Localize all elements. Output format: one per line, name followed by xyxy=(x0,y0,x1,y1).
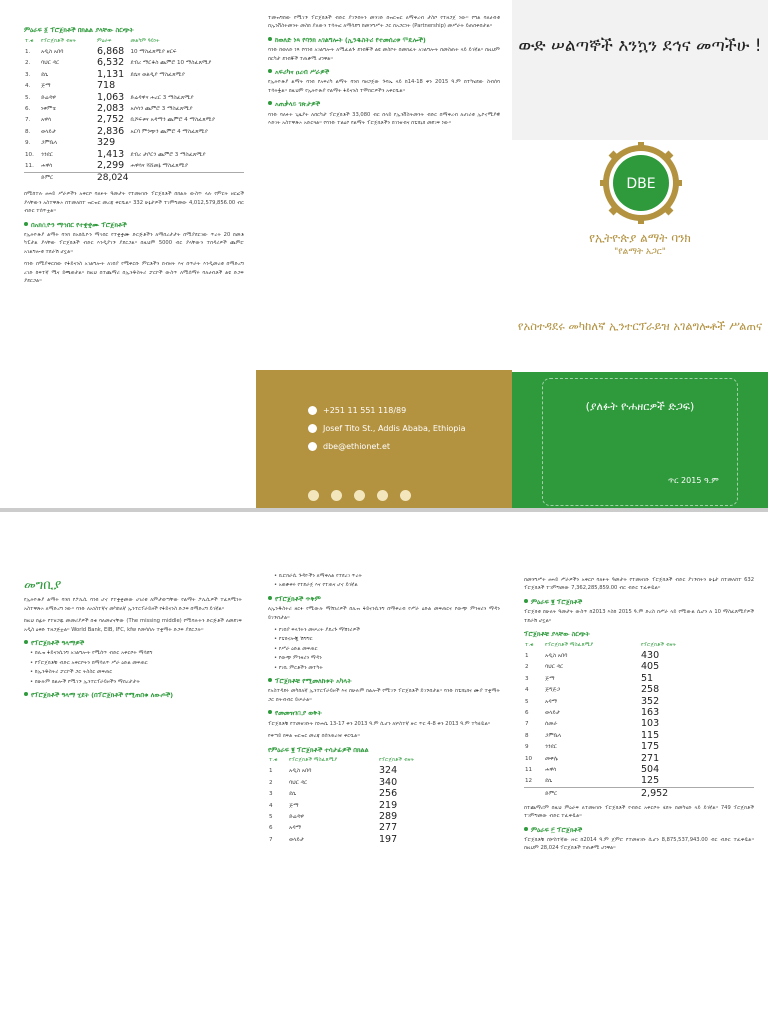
table-cell-no: 11 xyxy=(525,767,533,773)
bullet-dot-icon xyxy=(268,678,272,682)
table-cell-count: 329 xyxy=(97,137,116,149)
table-cell-no: 7 xyxy=(525,721,529,728)
table-cell-count: 1,131 xyxy=(97,68,125,80)
list-item: • የውጭ ምንዛሪን ማዳን xyxy=(274,654,500,662)
list-item: • ቢሮክራሲ ጉዳዮችን ለማቅለል የተደረገ ጥረት xyxy=(274,572,500,580)
left-para-2: የኢትዮጵያ ልማት ባንክ በአክሲዮን ማኅበር የተቋቋሙ ድርጅቶችን ለማበረታታት በሚያደርገው ጥረት 20 በመቶ ካፒታል ያላቸው ፕሮጀክቶች ብድር እንዲያገኙ ያደርጋል። በዚህም 5000 ብር ያላቸውን ተበዳሪዎች ጨምሮ አገልግሎቱ ተደራሽ ሆኗል። xyxy=(24,231,244,255)
table-row xyxy=(524,650,754,661)
table-row xyxy=(24,115,244,126)
list-item: • በሁሉም ክልሎች የሚገኙ ኢንተርፕራይዞችን ማበረታታት xyxy=(30,678,242,686)
table-cell-count: 103 xyxy=(641,718,660,730)
table-cell-note: 10 ማስፈጸሚያ ዘርፍ xyxy=(130,48,177,55)
table-cell-note: አርባ ምንጭን ጨምሮ 4 ማስፈጸሚያ xyxy=(130,128,208,135)
table-row xyxy=(268,800,500,811)
table-cell-region: ደሴ xyxy=(41,71,49,78)
table-row xyxy=(524,673,754,684)
table-cell-count: 2,752 xyxy=(97,114,125,126)
table-cell-no: 1 xyxy=(269,768,273,775)
panel-benefits xyxy=(256,512,512,1024)
table-cell-count: 2,083 xyxy=(97,102,125,114)
benefits-sub-3: የመመዝገቢያ ወቅት xyxy=(268,709,500,717)
table-row xyxy=(24,160,244,172)
table-cell-count: 271 xyxy=(641,752,660,764)
table-cell-count: 256 xyxy=(379,788,398,800)
table-cell-region: አዲስ አበባ xyxy=(289,768,312,775)
table-cell-no: 7. xyxy=(25,117,31,124)
bank-emblem-icon xyxy=(600,142,682,224)
table-cell-note: ሐዋሳና ሻሸመኔ ማስፈጸሚያ xyxy=(130,162,189,169)
middle-para-3: ባንኩ ባለፉት ጊዜያት ለበርካታ ፕሮጀክቶች 33,080 ብር በላይ የኢንቨስትመንት ብድር በማቅረብ ለሀገሪቱ ኢኮኖሚያዊ እድገት አስተዋጽኦ አድርጓል። የባንኩ ተልዕኮ የልማት ፕሮጀክቶችን በገንዘብና በቴክኒክ መደገፍ ነው። xyxy=(268,111,500,127)
table-cell-no: 12 xyxy=(525,778,533,785)
intro-heading: መግቢያ xyxy=(24,578,62,593)
table-cell-count: 277 xyxy=(379,822,398,834)
table-cell-no: 3 xyxy=(525,675,529,682)
table-cell-no: 11. xyxy=(25,162,34,169)
table-cell-no: 9. xyxy=(25,140,31,147)
bullet-dot-icon xyxy=(268,37,272,41)
middle-para-1: ባንኩ ከወለድ ነጻ የባንክ አገልግሎት ለሚፈልጉ ደንበኞች ልዩ መስኮት በመክፈት አገልግሎት በመስጠት ላይ ይገኛል። በዚህም በርካታ ደንበኞች ተጠቃሚ ሆነዋል። xyxy=(268,47,500,62)
table-row xyxy=(268,834,500,845)
table-cell-count: 258 xyxy=(641,684,660,696)
table-row xyxy=(24,92,244,103)
table-cell-no: 2 xyxy=(525,664,529,671)
table-cell-no: 4 xyxy=(525,687,529,694)
benefits-sub-2: ፕሮጀክቶቹ የሚመለከቱት አካላት xyxy=(268,677,500,685)
table-cell-count: 289 xyxy=(379,811,398,823)
table-cell-count: 718 xyxy=(97,80,116,92)
location-pin-icon xyxy=(308,424,317,433)
phases-sub-1: ምዕራፍ ፪ ፕሮጀክቶች xyxy=(524,598,754,606)
table-cell-region: ሰመራ xyxy=(545,721,558,728)
panel-intro xyxy=(0,512,256,1024)
bullet-dot-icon xyxy=(24,222,28,226)
table-cell-count: 125 xyxy=(641,775,660,787)
table-row xyxy=(524,730,754,741)
table-cell-count: 340 xyxy=(379,776,398,788)
table-cell-no: 5 xyxy=(269,814,273,821)
table-cell-no: 4 xyxy=(269,802,273,809)
bullet-dot-icon xyxy=(268,596,272,600)
table-cell-note: ደሴና ወልዲያ ማስፈጸሚያ xyxy=(130,71,185,78)
table-cell-count: 219 xyxy=(379,799,398,811)
table-cell-note: ቢሾፍቱና አዳማን ጨምሮ 4 ማስፈጸሚያ xyxy=(130,117,216,124)
left-sub-1: በአክሲዮን ማኅበር የተቋቋሙ ፕሮጀክቶች xyxy=(24,221,244,229)
benefits-sub-1: የፕሮጀክቶች ጥቅም xyxy=(268,595,500,603)
table-cell-no: 2. xyxy=(25,60,31,67)
table-row xyxy=(524,753,754,764)
intro-para-2: ከዚህ በፊት የተዘጋጁ መመሪያዎች በቂ ባለመሆናቸው (The missing middle) የሚባሉትን ድርጅቶች ለመደገፍ አዲስ ዕቅድ ተዘጋጅቷል። World Bank, EIB, IFC, kfw የመሳሰሉ ተቋማት ድጋፍ ያደርጋሉ። xyxy=(24,618,242,633)
table-row xyxy=(268,789,500,800)
table-cell-no: 5. xyxy=(25,94,31,101)
table-cell-count: 175 xyxy=(641,741,660,753)
table-cell-note: ደብረ ማርቆስ ጨምሮ 10 ማስፈጸሚያ xyxy=(130,60,212,67)
table-cell-region: አዲስ አበባ xyxy=(545,652,568,659)
table-row xyxy=(524,776,754,788)
table-cell-note: ድሬዳዋና ሐረር 3 ማስፈጸሚያ xyxy=(130,94,194,101)
cover-date: ጥር 2015 ዓ.ም xyxy=(668,476,719,485)
phase1-total-row xyxy=(524,788,754,800)
list-item: • አወቃቀሩ የተደራጀ እና የተጠና ሆኖ ይገኛል xyxy=(274,581,500,589)
table-cell-count: 504 xyxy=(641,764,660,775)
table-cell-count: 1,413 xyxy=(97,148,125,160)
table-cell-region: ወላይታ xyxy=(545,709,561,716)
table-cell-no: 10. xyxy=(25,151,34,158)
table-row xyxy=(24,138,244,149)
table-row xyxy=(524,662,754,673)
cover-title: ውድ ሠልጣኞች እንኳን ደኅና መጣችሁ ! xyxy=(518,36,762,56)
table-cell-note xyxy=(130,138,245,149)
table-cell-count: 430 xyxy=(641,649,660,661)
table-cell-note xyxy=(130,81,245,92)
table-cell-region: አዳማ xyxy=(289,825,302,832)
table-row xyxy=(524,765,754,776)
table-cell-region: አዋሳ xyxy=(41,117,52,124)
regions-total-row xyxy=(24,172,244,184)
table-cell-note: አሶሳን ጨምሮ 3 ማስፈጸሚያ xyxy=(130,105,193,112)
intro-sub-1: የፕሮጀክቶች ዓላማዎች xyxy=(24,639,242,647)
table-cell-count: 2,836 xyxy=(97,125,125,137)
table-row xyxy=(524,696,754,707)
table-row xyxy=(24,46,244,57)
cover-subtitle: የአስተዳደሩ መካከለኛ ኢንተርፕራይዝ አገልግሎቶች ሥልጠና xyxy=(517,319,763,333)
table-row xyxy=(24,149,244,160)
phase2-table-heading: የምዕራፍ ፪ ፕሮጀክቶች ተሳታፊዎች በክልል xyxy=(268,745,369,754)
table-row xyxy=(268,777,500,788)
table-cell-no: 3. xyxy=(25,71,31,78)
table-cell-no: 7 xyxy=(269,836,273,843)
table-cell-region: ጎንደር xyxy=(545,744,557,751)
benefits-para-2: የአስተዳደሩ መካከለኛ ኢንተርፕራይዞች እና በሁሉም ክልሎች የሚገኙ ፕሮጀክቶች ይገኙበታል። ባንኩ ከቴክኒክና ሙያ ተቋማት ጋር በትብብር ይሠራል። xyxy=(268,688,500,703)
list-item: • በሊዝ ፋይናንሲንግ አገልግሎት የሚሰጥ ብድር አቅርቦት ማሳደግ xyxy=(30,649,242,657)
instagram-icon[interactable] xyxy=(400,490,411,501)
bullet-dot-icon xyxy=(24,640,28,644)
phases-para-3: በተጨማሪም በዚህ ምዕራፍ ለተመዘገቡ ፕሮጀክቶች የብድር አቅርቦት ሂደት በመካሄድ ላይ ይገኛል። 749 ፕሮጀክቶች ተገምግመው ብድር ተፈቅዷል። xyxy=(524,804,754,820)
social-links xyxy=(308,490,411,501)
table-cell-region: ድሬዳዋ xyxy=(41,94,56,101)
contact-block xyxy=(256,370,512,512)
cover-footer xyxy=(512,372,768,512)
benefits-list xyxy=(274,626,500,672)
table-cell-count: 405 xyxy=(641,661,660,673)
phases-para-2: ፕሮጀክቱ በሁለት ዓመታት ውስጥ ከ2013 እስከ 2015 ዓ.ም ድረስ በሥራ ላይ የሚውል ሲሆን ለ 10 ማስፈጸሚያዎች ተደራሽ ሆኗል። xyxy=(524,609,754,624)
regions-table xyxy=(24,36,244,184)
twitter-icon[interactable] xyxy=(354,490,365,501)
table-row xyxy=(268,766,500,777)
col-count: ምዕራፍ xyxy=(97,37,112,44)
table-cell-no: 6 xyxy=(269,825,273,832)
facebook-icon[interactable] xyxy=(377,490,388,501)
col-no: ተ.ቁ xyxy=(25,37,34,44)
table-cell-region: ደሴ xyxy=(545,778,553,785)
table-cell-region: ሐዋሳ xyxy=(545,767,557,773)
table-cell-region: ወላይታ xyxy=(41,128,57,135)
table-cell-no: 10 xyxy=(525,755,533,762)
table-cell-no: 8. xyxy=(25,128,31,135)
bullet-dot-icon xyxy=(268,101,272,105)
table-cell-count: 352 xyxy=(641,695,660,707)
bullet-dot-icon xyxy=(24,692,28,696)
contact-email[interactable]: dbe@ethionet.et xyxy=(308,442,390,451)
benefits-para-4: የቀጣይ ክፍል ዝርዝር መረጃ በሰንጠረዡ ቀርቧል። xyxy=(268,733,360,740)
intro-para-1: የኢትዮጵያ ልማት ባንክ የፖሊሲ ባንክ ሆኖ የተቋቋመው ሀገሪቱ ለምታወጣቸው የልማት ፖሊሲዎች ተፈጻሚነት አስተዋጽኦ ለማድረግ ነው። ባንኩ ለአነስተኛና መካከለኛ ኢንተርፕራይዞች የፋይናንስ ድጋፍ በማድረግ ይገኛል። xyxy=(24,597,242,612)
table-row xyxy=(24,126,244,137)
middle-para-2: የኢትዮጵያ ልማት ባንክ የአፍሪካ ልማት ባንክ ባዘጋጀው ጉባኤ ላይ ከ14-18 ቀን 2015 ዓ.ም በተካሄደው ስብሰባ ተሳትፏል። በዚህም የኢትዮጵያ የልማት ፋይናንስ ተሞክሮዎችን አቅርቧል። xyxy=(268,79,500,94)
middle-sub-2: አፍሪካና ዐረብ ሥራዎች xyxy=(268,68,500,76)
table-cell-count: 51 xyxy=(641,672,654,684)
col-region: የፕሮጀክቶች ብዛት xyxy=(41,37,77,44)
table-cell-count: 115 xyxy=(641,729,660,741)
table-cell-region: አዳማ xyxy=(545,698,558,705)
panel-phases xyxy=(512,512,768,1024)
table-cell-count: 197 xyxy=(379,833,398,845)
bank-name: የኢትዮጵያ ልማት ባንክ xyxy=(589,231,691,245)
svg-text:DBE: DBE xyxy=(626,176,656,192)
table-cell-no: 4. xyxy=(25,83,31,90)
total-value: 28,024 xyxy=(97,173,129,184)
table-cell-no: 1. xyxy=(25,48,31,55)
table-row xyxy=(268,823,500,834)
cover-dashed-frame xyxy=(542,378,738,506)
table-row xyxy=(524,685,754,696)
table-cell-no: 2 xyxy=(269,779,273,786)
linkedin-icon[interactable] xyxy=(331,490,342,501)
phases-para-1: በመንግሥት ፀሐይ ሥራዎችን አቅርቦ ባለፉት ዓመታት የተመዘገቡ ፕሮጀክቶች ብድር ያገኙበትን ሁኔታ በተመለከተ 632 ፕሮጀክቶች ተገምግመው 7,362,285,859.00 ብር ብድር ተፈቅዷል። xyxy=(524,577,754,592)
table-cell-no: 1 xyxy=(525,652,529,659)
list-item: • የገቢ ምርቶችን መተካት xyxy=(274,664,500,672)
phase1-table-heading: ፕሮጀክቶቹ ያላቸው ስርጭት xyxy=(524,630,590,639)
intro-sub-2: የፕሮጀክቶች ዓላማ ሂደት (በፕሮጀክቶች የሚጠበቁ ለውጦች) xyxy=(24,691,242,699)
table-cell-count: 1,063 xyxy=(97,91,125,103)
benefits-para-3: ፕሮጀክቶቹ የተመዘገቡት ከነሐሴ 13-17 ቀን 2013 ዓ.ም ሲሆን ለሦስተኛ ዙር ጥር 4-8 ቀን 2013 ዓ.ም ተካሂዷል። xyxy=(268,720,491,727)
phone-icon xyxy=(308,406,317,415)
bullet-dot-icon xyxy=(268,710,272,714)
table-cell-region: አዲስ አበባ xyxy=(41,48,64,55)
bank-tagline: "የልማት አጋር" xyxy=(614,247,666,257)
brochure-inside xyxy=(0,512,768,1024)
table-cell-no: 6 xyxy=(525,709,529,716)
bullet-dot-icon xyxy=(524,599,528,603)
panel-left-heading: ምዕራፍ ፩ ፕሮጀክቶች በክልል ያላቸው ስርጭት xyxy=(24,26,134,34)
benefits-para-1: ለኢንዱስትሪ ዘርፉ የሚውሉ ማሽነሪዎች በሊዝ ፋይናንሲንግ በማቅረብ የሥራ ዕድል መፍጠርና የውጭ ምንዛሪን ማዳን ይገኙበታል። xyxy=(268,606,500,621)
table-row xyxy=(24,58,244,69)
table-cell-count: 324 xyxy=(379,765,398,777)
table-cell-region: ወላይታ xyxy=(289,836,305,843)
list-item: • የሥራ ዕድል መፍጠር xyxy=(274,645,500,653)
table-cell-note: ደብረ ታቦርን ጨምሮ 3 ማስፈጸሚያ xyxy=(130,151,206,158)
middle-sub-1: ከወለድ ነጻ የባንክ አገልግሎት (ኢንዱስትሪ የተመሰረቱ ሞዴሎች) xyxy=(268,36,500,44)
table-cell-region: ባህር ዳር xyxy=(41,60,60,67)
phase1-table-header: ተ.ቁ የፕሮጀክቶች ማስፈጸሚያ የፕሮጀክቶች ብዛት xyxy=(525,641,677,648)
panel-left xyxy=(0,0,256,512)
cover-label: (ያለፉት ዮሐዘርዎች ድጋፍ) xyxy=(585,400,695,413)
total-label: ድምር xyxy=(544,788,640,800)
left-para-3: ባንኩ በሚያቀርበው የፋይናንስ አገልግሎት ለገበያ የሚቀርቡ ምርቶችን በብዛት እና በጥራት እንዲመረቱ በማድረግ ረገድ ከፍተኛ ሚና ይጫወታል። ከዚህ በተጨማሪ በኢንዱስትሪ ፓርኮች ውስጥ ለሚሰማሩ ባለሀብቶች ልዩ ድጋፍ ያደርጋል። xyxy=(24,261,244,284)
table-cell-count: 2,299 xyxy=(97,159,125,171)
table-cell-region: ጋምቤላ xyxy=(41,140,58,147)
table-cell-region: ነቀምቴ xyxy=(41,105,56,112)
table-cell-region: ጅግጅጋ xyxy=(545,687,561,694)
table-cell-count: 6,868 xyxy=(97,45,125,57)
contact-phone[interactable]: +251 11 551 118/89 xyxy=(308,406,406,415)
contact-address: Josef Tito St., Addis Ababa, Ethiopia xyxy=(308,424,466,433)
table-cell-region: ደሴ xyxy=(289,791,297,798)
table-row xyxy=(24,103,244,114)
table-cell-region: ባህር ዳር xyxy=(289,779,308,786)
bullet-dot-icon xyxy=(524,827,528,831)
table-cell-region: ጅማ xyxy=(41,83,51,90)
list-item: • ከኢንዱስትሪ ፓርኮች ጋር ትስስር መፍጠር xyxy=(30,668,242,676)
table-cell-no: 9 xyxy=(525,744,529,751)
table-cell-no: 5 xyxy=(525,698,529,705)
table-row xyxy=(24,69,244,80)
regions-table-header xyxy=(24,36,244,46)
list-item: • የቴክኖሎጂ ሽግግር xyxy=(274,635,500,643)
intro-bullets xyxy=(30,649,242,686)
total-label: ድምር xyxy=(40,172,96,184)
benefits-top-bullets xyxy=(274,572,500,590)
total-value: 2,952 xyxy=(640,788,754,800)
phase1-table xyxy=(524,640,754,799)
phase2-table-header: ተ.ቁ የፕሮጀክቶች ማስፈጸሚያ የፕሮጀክቶች ብዛት xyxy=(269,757,415,764)
table-row xyxy=(524,742,754,753)
phases-para-4: ፕሮጀክቶቹ በሦስተኛው ዙር ከ2014 ዓ.ም ጀምሮ የተመዘገቡ ሲሆን 8,875,537,943.00 ብር ብድር ተፈቅዷል። በዚህም 28,024 ፕሮጀክቶች ተጠቃሚ ሆነዋል። xyxy=(524,836,754,852)
table-cell-region: ድሬዳዋ xyxy=(289,814,304,821)
table-cell-region: ጋምቤላ xyxy=(545,732,562,739)
table-cell-region: ጅማ xyxy=(289,802,299,809)
table-row xyxy=(524,707,754,718)
table-cell-count: 6,532 xyxy=(97,57,125,69)
table-cell-region: ጅማ xyxy=(545,675,555,682)
middle-sub-3: አጠቃላይ ገጽታዎች xyxy=(268,100,500,108)
bullet-dot-icon xyxy=(268,69,272,73)
middle-intro: ተመዝግበው የሚገኙ ፕሮጀክቶች ብድር ያገኙበትን መንገድ በዝርዝር ለማቅረብ ታስቦ የተዘጋጀ ነው። የግል ባለሀብቱ በኢንቨስትመንት መስክ ያለውን ተሳትፎ ለማሳደግ ከመንግሥት ጋር በአጋርነት (Partnership) መሥራት ይጠበቅበታል። xyxy=(268,15,500,30)
cover-header xyxy=(512,0,768,140)
phases-sub-2: ምዕራፍ ፫ ፕሮጀክቶች xyxy=(524,826,754,834)
table-cell-no: 8 xyxy=(525,732,529,739)
list-item: • የፕሮጀክቶቹ ብድር አቅርቦትን በማሳለጥ ሥራ ዕድል መፍጠር xyxy=(30,659,242,667)
table-row xyxy=(268,812,500,823)
table-cell-region: ሐዋሳ xyxy=(41,162,53,169)
email-icon xyxy=(308,442,317,451)
table-cell-region: መቀሌ xyxy=(545,755,558,762)
list-item: • የገበያ ፍላጎትን መሠረት ያደረጉ ማሽነሪዎች xyxy=(274,626,500,634)
table-cell-count: 163 xyxy=(641,706,660,718)
left-para-1: በሚከተሉ ፀሐይ ሥራዎችን አቅርቦ ባለፉት ዓመታት የተመዘገቡ ፕሮጀክቶች በክልሉ ውስጥ ላሉ የምርት ዘርፎች ያላቸውን አስተዋጽኦ በተመለከተ ዝርዝር መረጃ ቀርቧል። 332 ሁኔታዎች ተገምግመው 4,012,579,856.00 ብር ብድር ተሰጥቷል። xyxy=(24,191,244,215)
table-cell-no: 6. xyxy=(25,105,31,112)
youtube-icon[interactable] xyxy=(308,490,319,501)
phase2-table xyxy=(268,756,500,846)
table-cell-no: 3 xyxy=(269,791,273,798)
table-cell-region: ባህር ዳር xyxy=(545,664,564,671)
table-cell-region: ጎንደር xyxy=(41,151,53,158)
table-row xyxy=(524,719,754,730)
col-note: መልካም ዓይነት xyxy=(130,37,160,44)
table-row xyxy=(24,81,244,92)
